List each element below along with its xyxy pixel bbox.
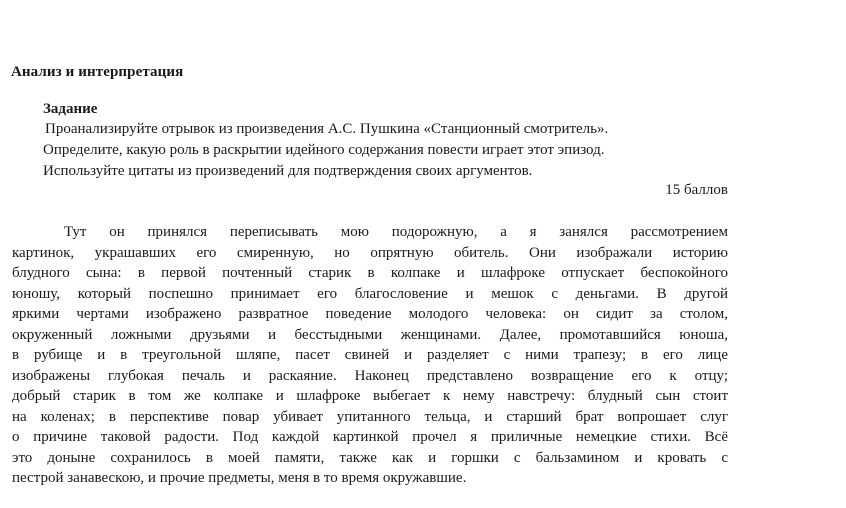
- excerpt-line: о причине таковой радости. Под каждой картинкой прочел я приличные немецкие стихи. Всё: [12, 429, 728, 445]
- excerpt-line: яркими чертами изображено развратное поведение молодого человека: он сидит за столом,: [12, 306, 728, 322]
- excerpt-line: картинок, украшавших его смиренную, но опрятную обитель. Они изображали историю: [12, 244, 728, 261]
- task-line: Используйте цитаты из произведений для подтверждения своих аргументов.: [43, 163, 533, 179]
- excerpt-line: юношу, который поспешно принимает его благословение и мешок с деньгами. В другой: [12, 285, 728, 302]
- excerpt-line: блудного сына: в первой почтенный старик в колпаке и шлафроке отпускает беспокойного: [12, 265, 728, 281]
- excerpt-line: это доныне сохранилось в моей памяти, также как и горшки с бальзамином и кровать с: [12, 449, 728, 466]
- excerpt-line: окруженный ложными друзьями и бесстыдными женщинами. Далее, промотавшийся юноша,: [12, 326, 728, 343]
- excerpt-line: в рубище и в треугольной шляпе, пасет свиней и разделяет с ними трапезу; в его лице: [12, 347, 728, 363]
- excerpt-line: добрый старик в том же колпаке и шлафроке выбегает к нему навстречу: блудный сын стоит: [12, 388, 728, 404]
- section-title: Анализ и интерпретация: [11, 64, 184, 80]
- task-heading: Задание: [43, 101, 98, 117]
- task-points: 15 баллов: [665, 182, 728, 198]
- excerpt-line: пестрой занавескою, и прочие предметы, меня в то время окружавшие.: [12, 470, 467, 486]
- task-block: [43, 99, 729, 182]
- excerpt-line: на коленах; в перспективе повар убивает упитанного тельца, и старший брат вопрошает слуг: [12, 408, 728, 425]
- excerpt-text: [12, 222, 728, 489]
- task-line: Проанализируйте отрывок из произведения А.С. Пушкина «Станционный смотритель».: [45, 121, 609, 137]
- excerpt-line: изображены глубокая печаль и раскаяние. Наконец представлено возвращение его к отцу;: [12, 367, 728, 384]
- excerpt-line: Тут он принялся переписывать мою подорожную, а я занялся рассмотрением: [64, 224, 728, 240]
- task-line: Определите, какую роль в раскрытии идейного содержания повести играет этот эпизод.: [43, 142, 605, 158]
